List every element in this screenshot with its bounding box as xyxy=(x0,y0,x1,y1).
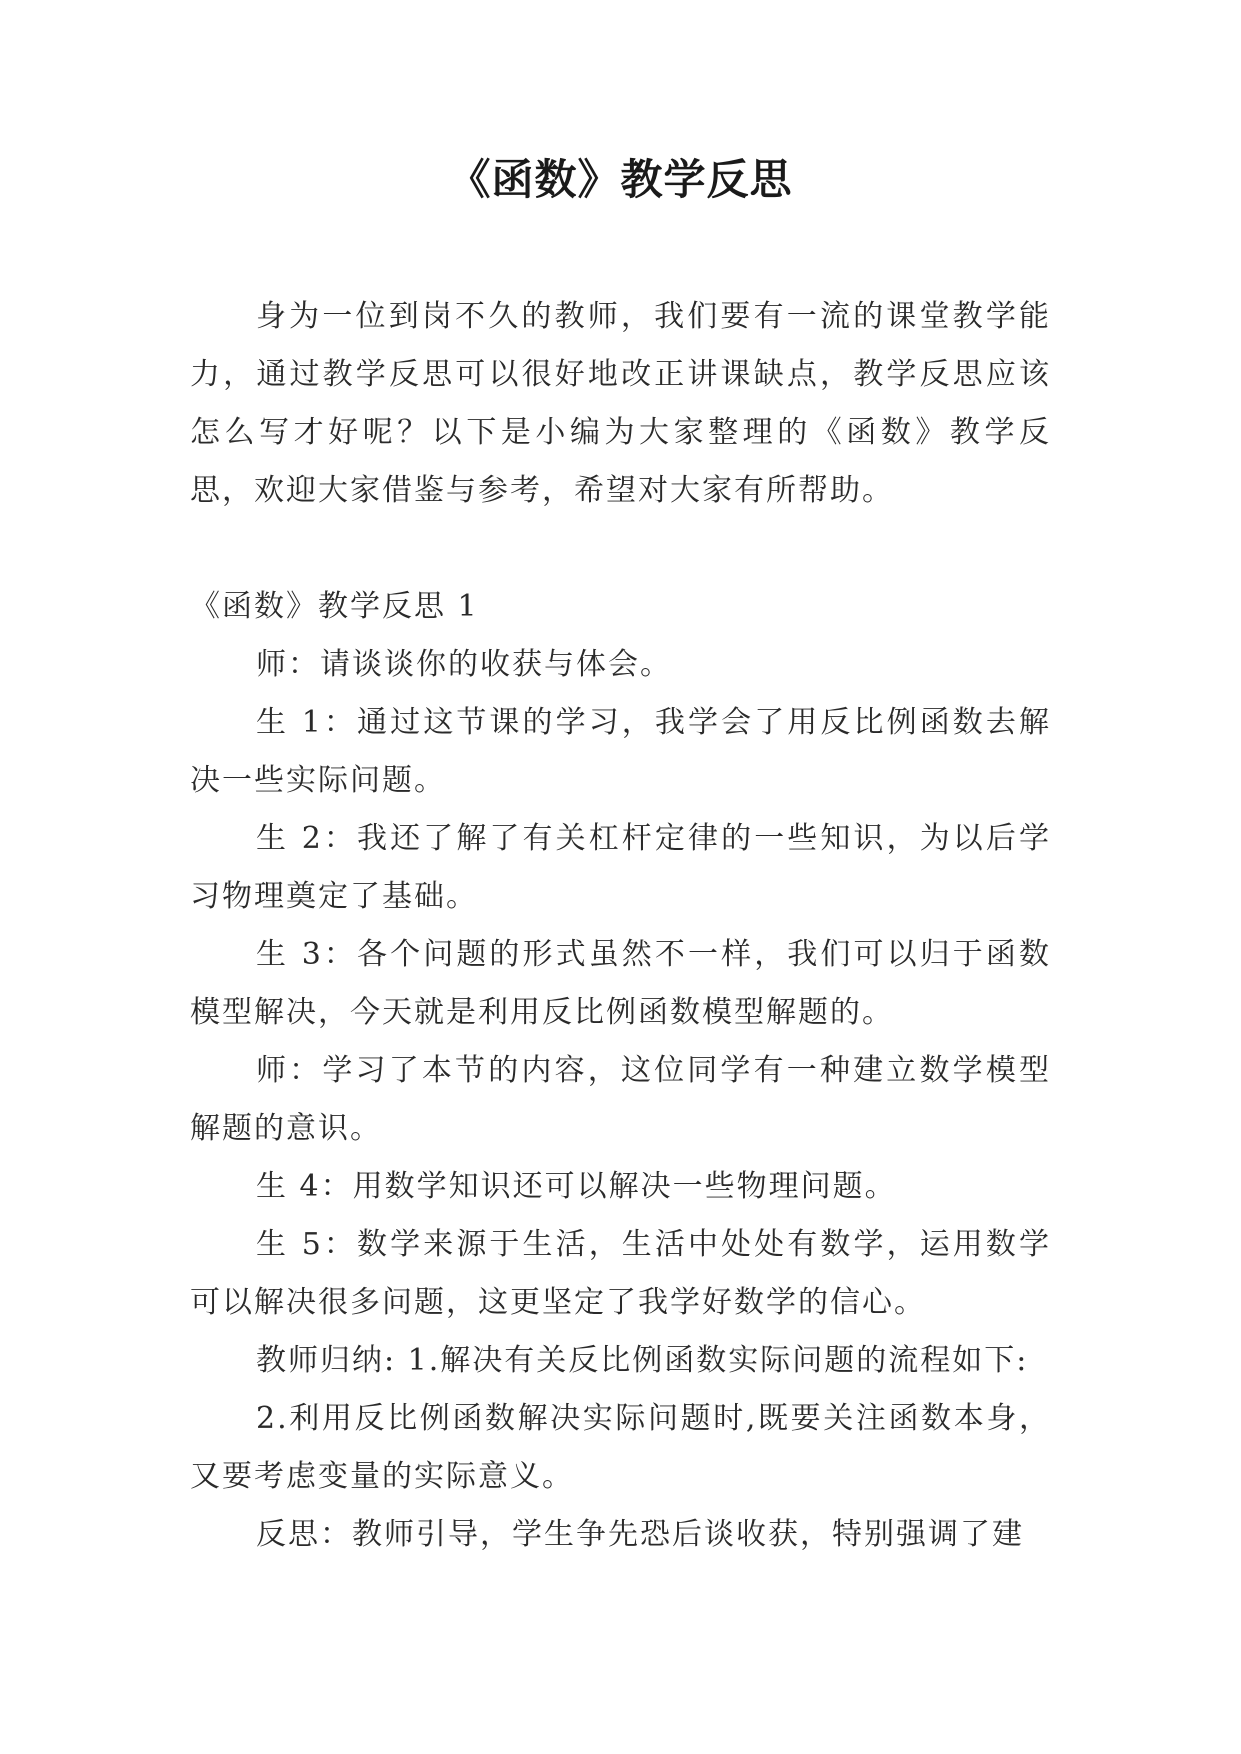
dialogue-paragraph: 生 3：各个问题的形式虽然不一样，我们可以归于函数模型解决，今天就是利用反比例函数模型解题的。 xyxy=(190,937,1051,1030)
reflection-paragraph: 反思：教师引导，学生争先恐后谈收获，特别强调了建 xyxy=(256,1517,1024,1552)
dialogue-paragraph: 生 1：通过这节课的学习，我学会了用反比例函数去解决一些实际问题。 xyxy=(190,705,1051,798)
dialogue-paragraph: 生 5：数学来源于生活，生活中处处有数学，运用数学可以解决很多问题，这更坚定了我学好数学的信心。 xyxy=(190,1227,1051,1320)
dialogue-paragraph: 师：请谈谈你的收获与体会。 xyxy=(256,647,672,682)
summary-paragraph: 教师归纳: 1.解决有关反比例函数实际问题的流程如下: xyxy=(256,1343,1029,1378)
section-heading: 《函数》教学反思 1 xyxy=(190,589,479,624)
intro-paragraph: 身为一位到岗不久的教师，我们要有一流的课堂教学能力，通过教学反思可以很好地改正讲课缺点，教学反思应该怎么写才好呢？以下是小编为大家整理的《函数》教学反思，欢迎大家借鉴与参考，希望对大家有所帮助。 xyxy=(190,299,1051,508)
dialogue-paragraph: 生 4：用数学知识还可以解决一些物理问题。 xyxy=(256,1169,897,1204)
document-title: 《函数》教学反思 xyxy=(448,155,793,204)
reflection-section xyxy=(190,578,1051,1564)
summary-paragraph: 2.利用反比例函数解决实际问题时,既要关注函数本身，又要考虑变量的实际意义。 xyxy=(190,1401,1051,1494)
dialogue-paragraph: 生 2：我还了解了有关杠杆定律的一些知识，为以后学习物理奠定了基础。 xyxy=(190,821,1051,914)
dialogue-paragraph: 师：学习了本节的内容，这位同学有一种建立数学模型解题的意识。 xyxy=(190,1053,1051,1146)
